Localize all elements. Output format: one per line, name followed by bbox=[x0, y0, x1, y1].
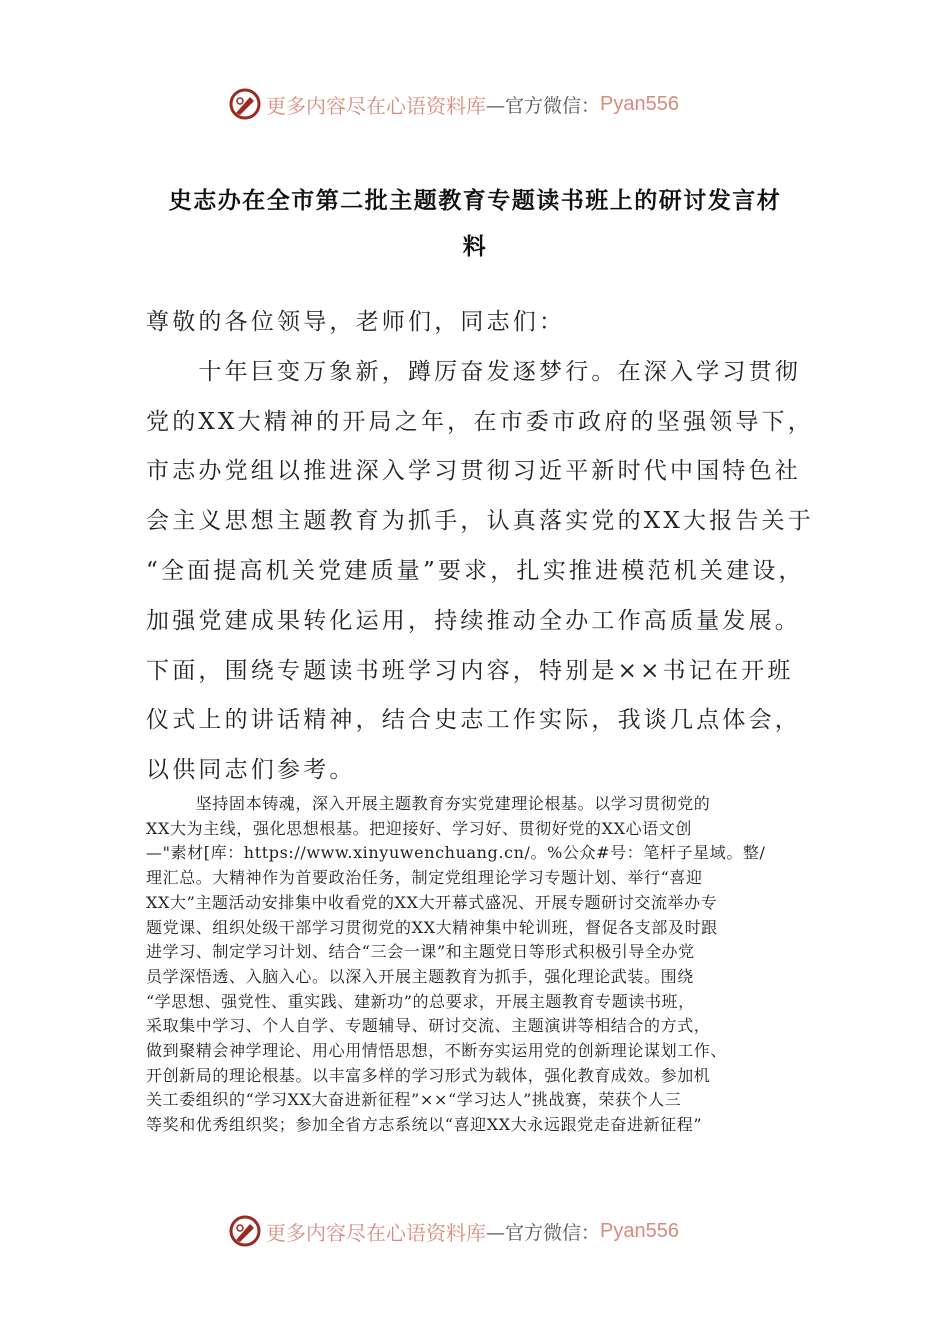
banner-wechat-label: —官方微信： bbox=[486, 94, 601, 117]
banner-wechat-label: —官方微信： bbox=[486, 1221, 601, 1244]
banner-site-text: 更多内容尽在心语资料库 bbox=[266, 93, 486, 118]
body-small-text bbox=[146, 792, 766, 1138]
text-line: 题党课、组织处级干部学习贯彻党的XX大精神集中轮训班，督促各支部及时跟 bbox=[146, 917, 718, 937]
text-line: 会主义思想主题教育为抓手，认真落实党的XX大报告关于 bbox=[146, 508, 814, 535]
text-line: 理汇总。大精神作为首要政治任务，制定党组理论学习专题计划、举行“喜迎 bbox=[146, 868, 703, 888]
text-line: —"素材[库：https://www.xinyuwenchuang.cn/。%公众#号：笔杆子星域。整/ bbox=[146, 843, 766, 863]
text-line: 以供同志们参考。 bbox=[146, 757, 356, 784]
text-line: 做到聚精会神学理论、用心用情悟思想，不断夯实运用党的创新理论谋划工作、 bbox=[146, 1041, 728, 1061]
header-watermark-banner bbox=[228, 84, 728, 124]
text-line: 坚持固本铸魂，深入开展主题教育夯实党建理论根基。以学习贯彻党的 bbox=[146, 794, 711, 813]
text-line: 下面，围绕专题读书班学习内容，特别是××书记在开班 bbox=[146, 657, 794, 684]
text-line: 尊敬的各位领导，老师们，同志们： bbox=[146, 309, 566, 335]
banner-wechat-id: Pyan556 bbox=[600, 1219, 679, 1242]
text-line: 开创新局的理论根基。以丰富多样的学习形式为载体，强化教育成效。参加机 bbox=[146, 1065, 711, 1085]
text-line: 进学习、制定学习计划、结合“三会一课”和主题党日等形式积极引导全办党 bbox=[146, 942, 695, 962]
text-line: 党的XX大精神的开局之年，在市委市政府的坚强领导下， bbox=[146, 408, 814, 435]
text-line: 加强党建成果转化运用，持续推动全办工作高质量发展。 bbox=[146, 607, 801, 634]
title-line: 料 bbox=[462, 233, 488, 260]
text-line: 采取集中学习、个人自学、专题辅导、研讨交流、主题演讲等相结合的方式， bbox=[146, 1016, 711, 1036]
body-large-text bbox=[146, 298, 814, 796]
text-line: “全面提高机关党建质量”要求，扎实推进模范机关建设， bbox=[146, 557, 805, 584]
text-line: 关工委组织的“学习XX大奋进新征程”××“学习达人”挑战赛，荣获个人三 bbox=[146, 1090, 682, 1110]
pen-nib-logo-icon bbox=[228, 1214, 262, 1248]
text-line: 十年巨变万象新，蹲厉奋发逐梦行。在深入学习贯彻 bbox=[146, 358, 801, 385]
footer-watermark-banner bbox=[228, 1211, 728, 1251]
text-line: 员学深悟透、入脑入心。以深入开展主题教育为抓手，强化理论武装。围绕 bbox=[146, 966, 694, 986]
banner-site-text: 更多内容尽在心语资料库 bbox=[266, 1220, 486, 1245]
pen-nib-logo-icon bbox=[228, 87, 262, 121]
document-title bbox=[150, 178, 800, 270]
text-line: 等奖和优秀组织奖；参加全省方志系统以“喜迎XX大永远跟党走奋进新征程” bbox=[146, 1115, 703, 1135]
title-line: 史志办在全市第二批主题教育专题读书班上的研讨发言材 bbox=[168, 187, 782, 214]
text-line: XX大为主线，强化思想根基。把迎接好、学习好、贯彻好党的XX心语文创 bbox=[146, 818, 692, 838]
banner-wechat-id: Pyan556 bbox=[600, 92, 679, 115]
text-line: 市志办党组以推进深入学习贯彻习近平新时代中国特色社 bbox=[146, 458, 801, 485]
text-line: 仪式上的讲话精神，结合史志工作实际，我谈几点体会， bbox=[146, 707, 801, 734]
text-line: “学思想、强党性、重实践、建新功”的总要求，开展主题教育专题读书班， bbox=[146, 991, 695, 1011]
text-line: XX大”主题活动安排集中收看党的XX大开幕式盛况、开展专题研讨交流举办专 bbox=[146, 892, 718, 912]
